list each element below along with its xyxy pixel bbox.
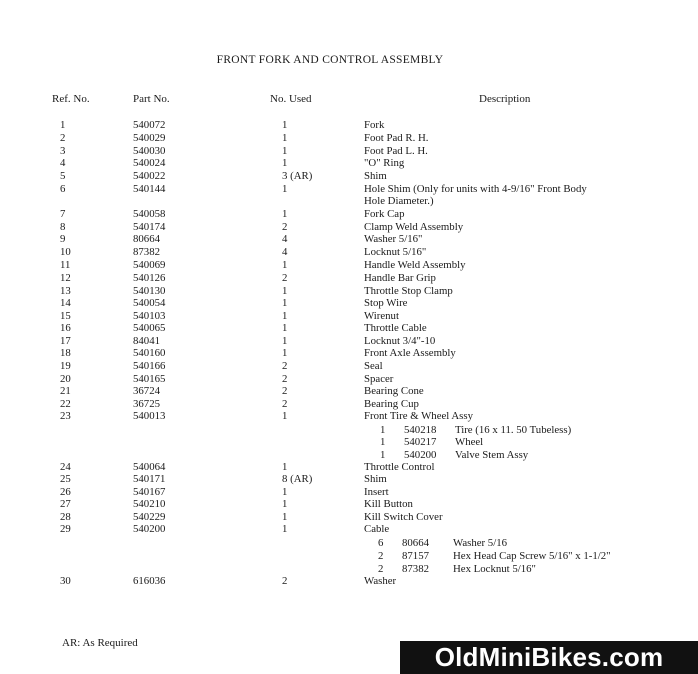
subitem-part-cell: 87157 [402, 550, 429, 562]
part-no-cell: 80664 [133, 233, 160, 245]
description-cell: Wirenut [364, 310, 399, 322]
description-cell: Locknut 5/16" [364, 246, 427, 258]
part-no-cell: 540165 [133, 373, 166, 385]
part-no-cell: 540160 [133, 347, 166, 359]
ref-no-cell: 29 [60, 523, 71, 535]
watermark-text: OldMiniBikes.com [434, 642, 664, 672]
qty-cell: 1 [282, 335, 288, 347]
part-no-cell: 540029 [133, 132, 166, 144]
header-ref-no: Ref. No. [52, 93, 90, 105]
description-cell: Spacer [364, 373, 394, 385]
ref-no-cell: 12 [60, 272, 71, 284]
description-cell: Kill Switch Cover [364, 511, 443, 523]
description-cell: Throttle Stop Clamp [364, 285, 453, 297]
ref-no-cell: 20 [60, 373, 71, 385]
ref-no-cell: 10 [60, 246, 71, 258]
ref-no-cell: 14 [60, 297, 71, 309]
ref-no-cell: 3 [60, 145, 66, 157]
description-cell: Shim [364, 170, 387, 182]
qty-cell: 2 [282, 373, 288, 385]
ref-no-cell: 2 [60, 132, 66, 144]
qty-cell: 1 [282, 157, 288, 169]
ref-no-cell: 28 [60, 511, 71, 523]
ref-no-cell: 15 [60, 310, 71, 322]
ref-no-cell: 4 [60, 157, 66, 169]
qty-cell: 1 [282, 410, 288, 422]
part-no-cell: 540103 [133, 310, 166, 322]
subitem-description-cell: Tire (16 x 11. 50 Tubeless) [455, 424, 572, 436]
part-no-cell: 540069 [133, 259, 166, 271]
subitem-description-cell: Hex Locknut 5/16" [453, 563, 536, 575]
description-cell: Bearing Cup [364, 398, 419, 410]
header-no-used: No. Used [270, 93, 312, 105]
header-part-no: Part No. [133, 93, 170, 105]
part-no-cell: 540058 [133, 208, 166, 220]
qty-cell: 1 [282, 523, 288, 535]
part-no-cell: 84041 [133, 335, 160, 347]
subitem-qty-cell: 1 [380, 449, 386, 461]
ref-no-cell: 24 [60, 461, 71, 473]
qty-cell: 1 [282, 208, 288, 220]
qty-cell: 4 [282, 233, 288, 245]
subitem-part-cell: 540200 [404, 449, 437, 461]
qty-cell: 8 (AR) [282, 473, 313, 485]
subitem-description-cell: Wheel [455, 436, 484, 448]
part-no-cell: 540200 [133, 523, 166, 535]
page-title: FRONT FORK AND CONTROL ASSEMBLY [216, 54, 444, 66]
subitem-qty-cell: 1 [380, 424, 386, 436]
description-cell: Hole Diameter.) [364, 195, 434, 207]
header-description: Description [479, 93, 531, 105]
ref-no-cell: 30 [60, 575, 71, 587]
ref-no-cell: 25 [60, 473, 71, 485]
qty-cell: 1 [282, 511, 288, 523]
description-cell: Washer [364, 575, 397, 587]
part-no-cell: 540166 [133, 360, 166, 372]
qty-cell: 1 [282, 297, 288, 309]
ref-no-cell: 8 [60, 221, 66, 233]
description-cell: Handle Bar Grip [364, 272, 436, 284]
description-cell: Locknut 3/4"-10 [364, 335, 436, 347]
description-cell: Throttle Cable [364, 322, 427, 334]
description-cell: Shim [364, 473, 387, 485]
ref-no-cell: 6 [60, 183, 66, 195]
qty-cell: 1 [282, 486, 288, 498]
qty-cell: 1 [282, 183, 288, 195]
qty-cell: 1 [282, 145, 288, 157]
qty-cell: 1 [282, 285, 288, 297]
ref-no-cell: 13 [60, 285, 71, 297]
description-cell: Stop Wire [364, 297, 408, 309]
qty-cell: 1 [282, 132, 288, 144]
part-no-cell: 540022 [133, 170, 166, 182]
part-no-cell: 36725 [133, 398, 160, 410]
subitem-description-cell: Washer 5/16 [453, 537, 507, 549]
description-cell: Foot Pad L. H. [364, 145, 428, 157]
description-cell: "O" Ring [364, 157, 405, 169]
qty-cell: 1 [282, 461, 288, 473]
description-cell: Clamp Weld Assembly [364, 221, 464, 233]
part-no-cell: 540210 [133, 498, 166, 510]
qty-cell: 1 [282, 119, 288, 131]
qty-cell: 2 [282, 575, 288, 587]
part-no-cell: 540064 [133, 461, 166, 473]
qty-cell: 4 [282, 246, 288, 258]
ref-no-cell: 9 [60, 233, 66, 245]
description-cell: Kill Button [364, 498, 413, 510]
description-cell: Fork Cap [364, 208, 405, 220]
description-cell: Seal [364, 360, 383, 372]
part-no-cell: 540065 [133, 322, 166, 334]
part-no-cell: 540030 [133, 145, 166, 157]
part-no-cell: 540054 [133, 297, 166, 309]
footnote: AR: As Required [62, 637, 138, 649]
description-cell: Washer 5/16" [364, 233, 423, 245]
ref-no-cell: 22 [60, 398, 71, 410]
ref-no-cell: 19 [60, 360, 71, 372]
ref-no-cell: 17 [60, 335, 71, 347]
part-no-cell: 540013 [133, 410, 166, 422]
description-cell: Fork [364, 119, 385, 131]
qty-cell: 2 [282, 221, 288, 233]
ref-no-cell: 1 [60, 119, 66, 131]
description-cell: Front Tire & Wheel Assy [364, 410, 473, 422]
ref-no-cell: 11 [60, 259, 71, 271]
ref-no-cell: 5 [60, 170, 66, 182]
subitem-part-cell: 80664 [402, 537, 429, 549]
part-no-cell: 36724 [133, 385, 160, 397]
description-cell: Cable [364, 523, 390, 535]
qty-cell: 2 [282, 272, 288, 284]
subitem-qty-cell: 6 [378, 537, 384, 549]
part-no-cell: 540229 [133, 511, 166, 523]
subitem-part-cell: 87382 [402, 563, 429, 575]
qty-cell: 1 [282, 310, 288, 322]
description-cell: Handle Weld Assembly [364, 259, 466, 271]
qty-cell: 1 [282, 259, 288, 271]
subitem-description-cell: Valve Stem Assy [455, 449, 529, 461]
ref-no-cell: 23 [60, 410, 71, 422]
subitem-part-cell: 540217 [404, 436, 437, 448]
part-no-cell: 87382 [133, 246, 160, 258]
qty-cell: 2 [282, 398, 288, 410]
part-no-cell: 540144 [133, 183, 166, 195]
description-cell: Bearing Cone [364, 385, 424, 397]
description-cell: Throttle Control [364, 461, 435, 473]
ref-no-cell: 18 [60, 347, 71, 359]
ref-no-cell: 16 [60, 322, 71, 334]
qty-cell: 1 [282, 322, 288, 334]
subitem-qty-cell: 2 [378, 550, 384, 562]
subitem-part-cell: 540218 [404, 424, 437, 436]
part-no-cell: 540130 [133, 285, 166, 297]
part-no-cell: 540024 [133, 157, 166, 169]
ref-no-cell: 21 [60, 385, 71, 397]
qty-cell: 1 [282, 498, 288, 510]
watermark-logo [400, 641, 698, 674]
description-cell: Hole Shim (Only for units with 4-9/16" Front Body [364, 183, 587, 195]
ref-no-cell: 26 [60, 486, 71, 498]
part-no-cell: 540126 [133, 272, 166, 284]
part-no-cell: 540072 [133, 119, 166, 131]
qty-cell: 3 (AR) [282, 170, 313, 182]
part-no-cell: 616036 [133, 575, 166, 587]
part-no-cell: 540167 [133, 486, 166, 498]
description-cell: Insert [364, 486, 389, 498]
subitem-qty-cell: 1 [380, 436, 386, 448]
qty-cell: 2 [282, 360, 288, 372]
part-no-cell: 540174 [133, 221, 166, 233]
subitem-description-cell: Hex Head Cap Screw 5/16" x 1-1/2" [453, 550, 611, 562]
ref-no-cell: 7 [60, 208, 66, 220]
description-cell: Front Axle Assembly [364, 347, 456, 359]
ref-no-cell: 27 [60, 498, 71, 510]
subitem-qty-cell: 2 [378, 563, 384, 575]
qty-cell: 1 [282, 347, 288, 359]
part-no-cell: 540171 [133, 473, 166, 485]
qty-cell: 2 [282, 385, 288, 397]
description-cell: Foot Pad R. H. [364, 132, 429, 144]
